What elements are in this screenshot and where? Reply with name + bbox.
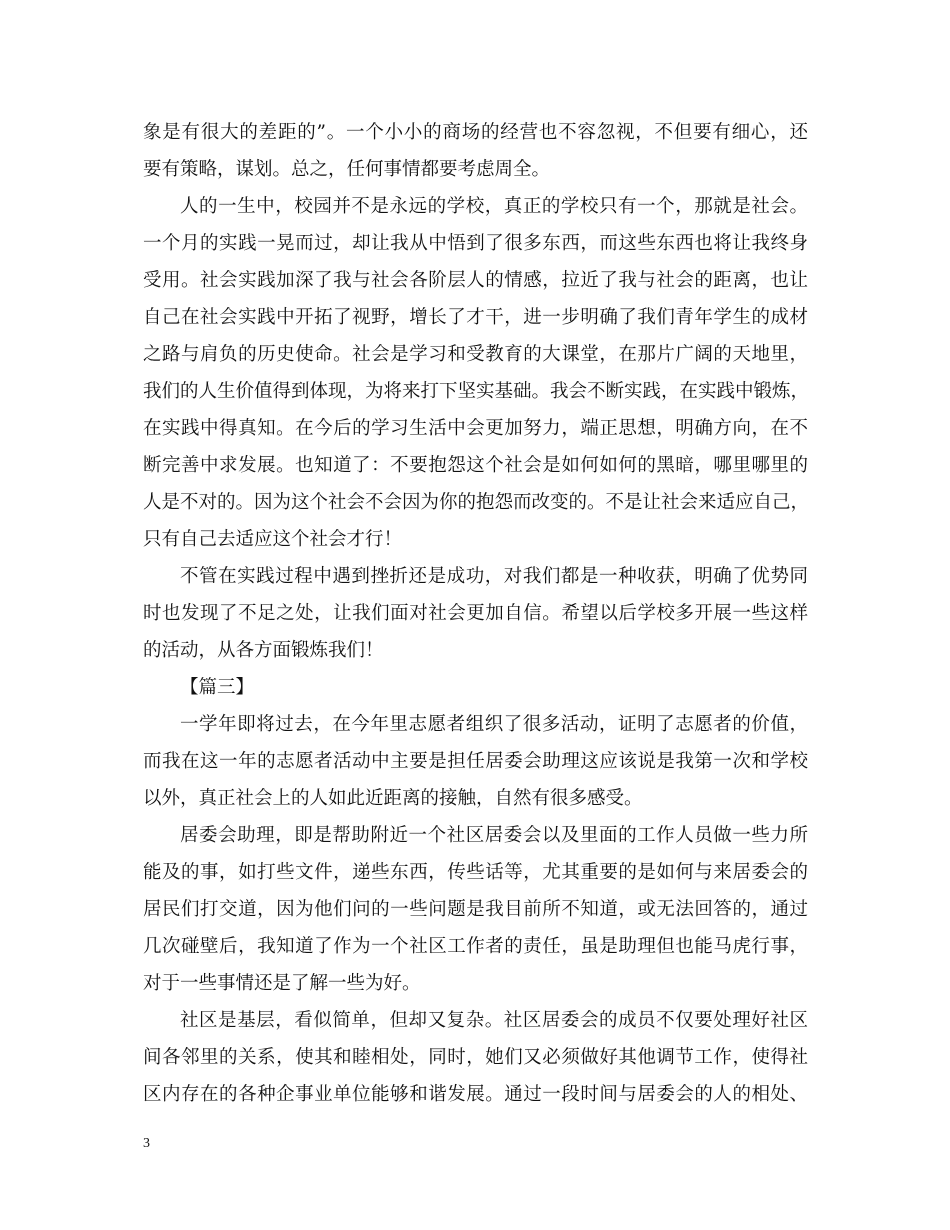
text-line: 要有策略，谋划。总之，任何事情都要考虑周全。 — [143, 159, 551, 180]
text-line: 以外，真正社会上的人如此近距离的接触，自然有很多感受。 — [143, 788, 643, 809]
text-line: 而我在这一年的志愿者活动中主要是担任居委会助理这应该说是我第一次和学校 — [143, 751, 808, 772]
text-line: 断完善中求发展。也知道了：不要抱怨这个社会是如何如何的黑暗，哪里哪里的 — [143, 455, 808, 476]
text-line: 社区是基层，看似简单，但却又复杂。社区居委会的成员不仅要处理好社区 — [180, 1010, 808, 1031]
text-line: 居委会助理，即是帮助附近一个社区居委会以及里面的工作人员做一些力所 — [180, 825, 808, 846]
text-line: 几次碰壁后，我知道了作为一个社区工作者的责任，虽是助理但也能马虎行事， — [143, 936, 808, 957]
document-body — [143, 114, 808, 1113]
text-line: 象是有很大的差距的”。一个小小的商场的经营也不容忽视，不但要有细心，还 — [143, 122, 808, 143]
text-line: 对于一些事情还是了解一些为好。 — [143, 973, 421, 994]
text-line: 我们的人生价值得到体现，为将来打下坚实基础。我会不断实践，在实践中锻炼， — [143, 381, 810, 402]
text-line: 人是不对的。因为这个社会不会因为你的抱怨而改变的。不是让社会来适应自己， — [143, 492, 810, 513]
page-number: 3 — [143, 1136, 150, 1151]
text-line: 在实践中得真知。在今后的学习生活中会更加努力，端正思想，明确方向，在不 — [143, 418, 808, 439]
text-line: 之路与肩负的历史使命。社会是学习和受教育的大课堂，在那片广阔的天地里， — [143, 344, 808, 365]
text-line: 自己在社会实践中开拓了视野，增长了才干，进一步明确了我们青年学生的成材 — [143, 307, 808, 328]
text-line: 时也发现了不足之处，让我们面对社会更加自信。希望以后学校多开展一些这样 — [143, 603, 808, 624]
text-line: 区内存在的各种企事业单位能够和谐发展。通过一段时间与居委会的人的相处、 — [143, 1084, 808, 1105]
text-line: 一学年即将过去，在今年里志愿者组织了很多活动，证明了志愿者的价值， — [180, 714, 808, 735]
text-line: 受用。社会实践加深了我与社会各阶层人的情感，拉近了我与社会的距离，也让 — [143, 270, 808, 291]
text-line: 【篇三】 — [180, 677, 255, 698]
text-line: 的活动，从各方面锻炼我们！ — [143, 640, 384, 661]
text-line: 居民们打交道，因为他们问的一些问题是我目前所不知道，或无法回答的，通过 — [143, 899, 808, 920]
text-line: 人的一生中，校园并不是永远的学校，真正的学校只有一个，那就是社会。 — [180, 196, 808, 217]
text-line: 间各邻里的关系，使其和睦相处，同时，她们又必须做好其他调节工作，使得社 — [143, 1047, 808, 1068]
text-line: 一个月的实践一晃而过，却让我从中悟到了很多东西，而这些东西也将让我终身 — [143, 233, 808, 254]
text-line: 只有自己去适应这个社会才行！ — [143, 529, 403, 550]
text-line: 不管在实践过程中遇到挫折还是成功，对我们都是一种收获，明确了优势同 — [180, 566, 808, 587]
text-line: 能及的事，如打些文件，递些东西，传些话等，尤其重要的是如何与来居委会的 — [143, 862, 808, 883]
